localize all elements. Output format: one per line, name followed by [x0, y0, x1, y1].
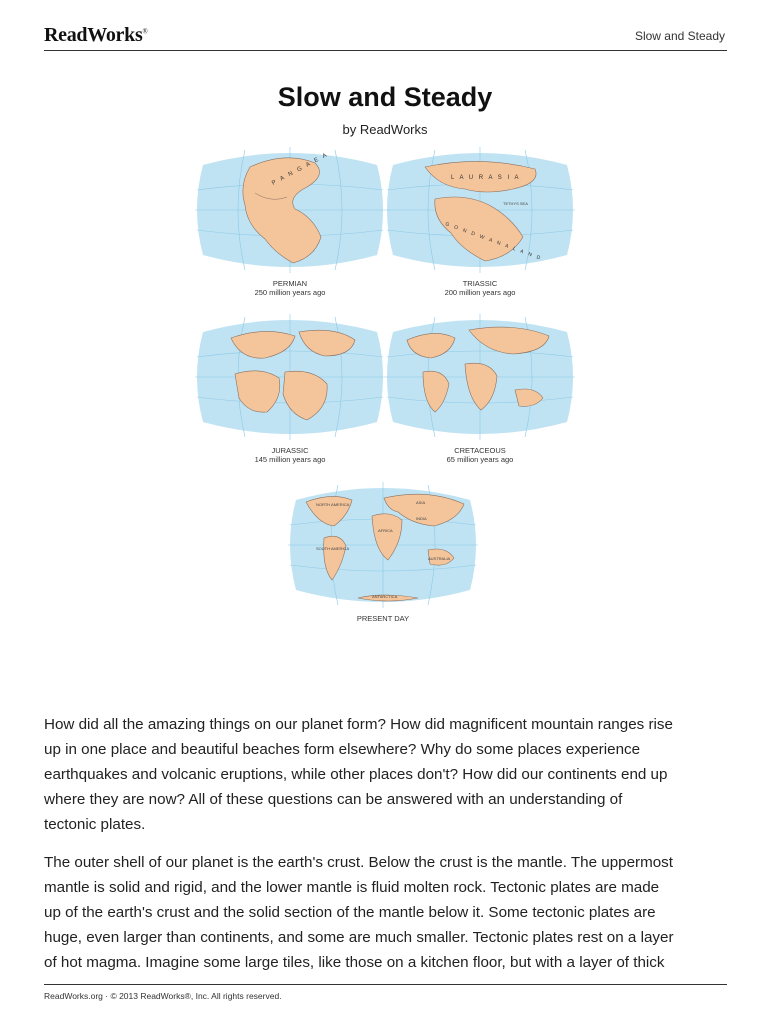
globe-cretaceous-illustration — [385, 312, 575, 442]
svg-text:SOUTH AMERICA: SOUTH AMERICA — [316, 546, 350, 551]
map-triassic-age: 200 million years ago — [444, 288, 516, 297]
readworks-logo: ReadWorks® — [44, 24, 148, 46]
map-present-day-era: PRESENT DAY — [356, 614, 410, 623]
page-title: Slow and Steady — [277, 82, 493, 112]
map-permian — [195, 145, 385, 275]
map-permian-era: PERMIAN — [272, 279, 308, 288]
svg-text:AUSTRALIA: AUSTRALIA — [428, 556, 451, 561]
globe-jurassic-illustration — [195, 312, 385, 442]
map-cretaceous-age: 65 million years ago — [446, 455, 514, 464]
svg-text:INDIA: INDIA — [416, 516, 427, 521]
svg-text:ANTARCTICA: ANTARCTICA — [372, 594, 398, 599]
map-cretaceous — [385, 312, 575, 442]
map-jurassic-era: JURASSIC — [271, 446, 309, 455]
map-permian-caption — [195, 279, 385, 297]
page-header — [44, 24, 727, 51]
page-footer — [44, 984, 727, 1001]
svg-text:ASIA: ASIA — [416, 500, 426, 505]
svg-text:G O N D W A N A L A N D: G O N D W A N A L A N D — [444, 221, 543, 263]
map-triassic-caption — [385, 279, 575, 297]
map-jurassic-age: 145 million years ago — [254, 455, 326, 464]
svg-text:NORTH AMERICA: NORTH AMERICA — [316, 502, 350, 507]
paragraph-2: The outer shell of our planet is the earth's crust. Below the crust is the mantle. The uppermost mantle is solid and rigid, and the lower mantle is fluid molten rock. Tectonic plates are made up of the earth's crust and the solid section of the mantle below it. Some tectonic plates are huge, even larger than continents, and some are much smaller. Tectonic plates rest on a layer of hot magma. Imagine some large tiles, like those on a kitchen floor, but with a layer of thick — [44, 854, 674, 971]
map-present-day-caption — [288, 614, 478, 623]
svg-text:P A N G A E A: P A N G A E A — [271, 151, 330, 187]
svg-text:TETHYS SEA: TETHYS SEA — [503, 201, 528, 206]
map-present-day — [288, 480, 478, 610]
paragraph-1: How did all the amazing things on our planet form? How did magnificent mountain ranges rise up in one place and beautiful beaches form elsewhere? Why do some places experience earthquakes and volcanic eruptions, while other places don't? How did our continents end up where they are now? All of these questions can be answered with an understanding of tectonic plates. — [44, 716, 673, 833]
map-triassic-era: TRIASSIC — [462, 279, 498, 288]
copyright-text: ReadWorks.org · © 2013 ReadWorks®, Inc. All rights reserved. — [44, 991, 282, 1001]
map-cretaceous-caption — [385, 446, 575, 464]
svg-text:AFRICA: AFRICA — [378, 528, 393, 533]
globe-triassic-illustration — [385, 145, 575, 275]
byline: by ReadWorks — [342, 122, 428, 137]
map-jurassic-caption — [195, 446, 385, 464]
globe-present-day-illustration — [288, 480, 478, 610]
map-triassic — [385, 145, 575, 275]
map-permian-age: 250 million years ago — [254, 288, 326, 297]
header-doc-title: Slow and Steady — [634, 29, 725, 43]
map-jurassic — [195, 312, 385, 442]
globe-permian-illustration — [195, 145, 385, 275]
svg-text:L A U R A S I A: L A U R A S I A — [451, 175, 521, 181]
map-cretaceous-era: CRETACEOUS — [454, 446, 506, 455]
